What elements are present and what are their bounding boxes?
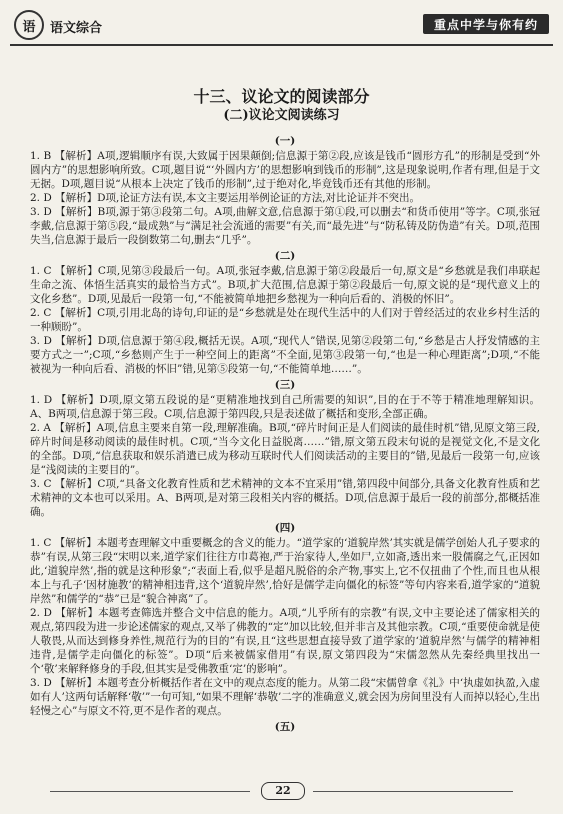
section-heading: (一) [274,135,296,147]
logo-icon [14,10,44,40]
answer-item: 2. A 【解析】A项,信息主要来自第一段,理解准确。B项,“碎片时间正是人们阅读的最佳时机”错,见原文第三段,碎片时间是移动阅读的最佳时机。C项,“当今文化日益脱离……”错,原文第五段末句说的是视觉文化,不是文化的全部。D项,“信息获取和娱乐消遣已成为移动互联时代人们阅读活动的主要目的”错,见最后一段第一句,应该是“浅阅读的主要目的”。 [30,422,540,476]
footer-line-right [313,791,513,792]
section-heading: (五) [274,721,296,733]
logo-text: 语 [22,19,36,35]
answer-item: 3. D 【解析】B项,源于第③段第二句。A项,曲解文意,信息源于第①段,可以删去“和货币使用”等字。C项,张冠李戴,信息源于第⑤段,“最成熟”与“满足社会流通的需要”有关,而“最先进”与“防私铸及防伪造”有关。D项,范围失当,信息源于最后一段倒数第二句,删去“几乎”。 [30,206,540,246]
footer-line-left [50,791,250,792]
answer-content [30,132,540,735]
answer-item: 3. C 【解析】C项,“具备文化教育性质和艺术精神的文本不宜采用”错,第四段中间部分,具备文化教育性质和艺术精神的文本也可以采用。A、B两项,是对第三段相关内容的概括。D项,信息源于最后一段的前部分,都概括准确。 [30,478,540,518]
page-footer [0,782,563,800]
page-header [0,0,563,50]
answer-item: 2. D 【解析】本题考查筛选并整合文中信息的能力。A项,“儿乎所有的宗教”有误,文中主要论述了儒家相关的观点,第四段为进一步论述儒家的观点,又举了佛教的“定”加以比较,但并非言及其他宗教。C项,“重要使命就是使人敬畏,从而达到修身养性,规范行为的目的”有误,且“这些思想直接导致了道学家的‘道貌岸然’与儒学的精神相违背,是儒学走向僵化的标签”。D项“后来被儒家借用”有误,原文第四段为“宋儒忽然从先秦经典里找出一个‘敬’来解释修身的手段,但其实是受佛教重‘定’的影响”。 [30,607,540,675]
page-title: 十三、议论文的阅读部分 [193,87,370,106]
answer-item: 1. C 【解析】本题考查理解文中重要概念的含义的能力。“道学家的‘道貌岸然’其实就是儒学创始人孔子要求的恭”有误,从第三段“宋明以来,道学家们往往方巾葛袍,严于治家待人,坐如尸,立如斋,透出来一股儒腐之气,正因如此,‘道貌岸然’,指的就是这种形象”;“表面上看,似乎是超凡脱俗的余产物,事实上,它不仅扭曲了个性,而且也从根本上与孔子‘因材施教’的精神相违背,这个‘道貌岸然’,恰好是儒学走向僵化的标签”等句内容来看,道学家的“道貌岸然”和儒学的“恭”已是“貌合神离”了。 [30,537,540,605]
answer-item: 1. D 【解析】D项,原文第五段说的是“更精准地找到自己所需要的知识”,目的在于不等于精准地理解知识。A、B两项,信息源于第三段。C项,信息源于第四段,只是表述做了概括和变形,全部正确。 [30,394,540,420]
section-heading: (三) [274,379,296,391]
answer-item: 3. D 【解析】D项,信息源于第④段,概括无误。A项,“现代人”错误,见第②段第二句,“乡愁是古人抒发情感的主要方式之一”;C项,“乡愁则产生于一种空间上的距离”不全面,见第③段第一句,“也是一种心理距离”;D项,“不能被视为一种向后看、消极的怀旧”错,见第⑤段第一句,“不能简单地……”。 [30,335,540,375]
answer-item: 2. D 【解析】D项,论证方法有误,本文主要运用举例论证的方法,对比论证并不突出。 [30,192,421,204]
answer-item: 2. C 【解析】C项,引用北岛的诗句,印证的是“乡愁就是处在现代生活中的人们对于曾经活过的农业乡村生活的一种顾盼”。 [30,307,540,333]
answer-item: 1. B 【解析】A项,逻辑顺序有误,大致属于因果颠倒;信息源于第②段,应该是钱币“圆形方孔”的形制是受到“外圆内方”的思想影响所致。C项,题目说“‘外圆内方’的思想影响到钱币的形制”,这是现象说明,作者有理,但是于文无据。D项,题目说“从根本上决定了钱币的形制”,过于绝对化,毕竟钱币还有其他的形制。 [30,150,540,190]
answer-item: 3. D 【解析】本题考查分析概括作者在文中的观点态度的能力。从第二段“宋儒曾拿《礼》中‘执虚如执盈,入虚如有人’这两句话解释‘敬’”一句可知,“如果不理解‘恭敬’二字的准确意义,就会因为房间里没有人而掉以轻心,生出轻慢之心”与原文不符,更不是作者的观点。 [30,677,540,717]
subject-label: 语文综合 [50,21,103,36]
header-rule [10,44,553,46]
section-heading: (四) [274,522,296,534]
answer-item: 1. C 【解析】C项,见第③段最后一句。A项,张冠李戴,信息源于第②段最后一句,原文是“乡愁就是我们串联起生命之流、体悟生活真实的最恰当方式”。B项,扩大范围,信息源于第②段最后一句,原文说的是“现代意义上的文化乡愁”。D项,见最后一段第一句,“不能被简单地把乡愁视为一种向后看的、消极的怀旧”。 [30,265,540,305]
page-number: 22 [261,782,305,800]
section-heading: (二) [274,250,296,262]
page-subtitle: (二)议论文阅读练习 [223,108,340,123]
brand-banner: 重点中学与你有约 [423,14,549,34]
